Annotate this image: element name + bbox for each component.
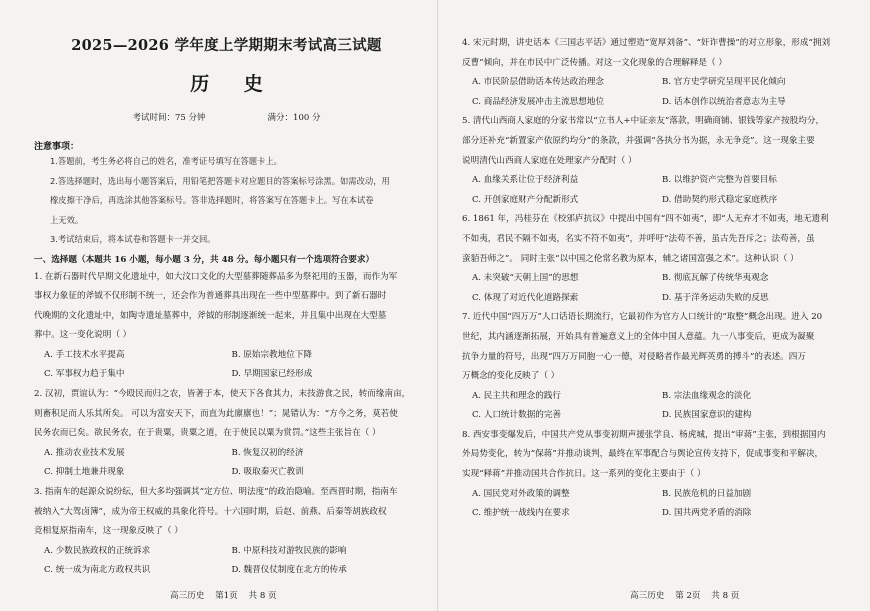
question-stem-line: 民务农而已矣。欲民务农，在于贵粟，贵粟之道，在于使民以粟为赏罚。”这些主张旨在（ ） [34,428,381,439]
question [462,210,852,308]
answer-option: B. 民族危机的日益加剧 [662,488,752,499]
answer-option: C. 开创家庭财产分配新形式 [472,194,579,205]
question-list [462,34,852,524]
question-stem-line: 万概念的变化反映了（ ） [462,371,560,382]
option-grid [462,73,852,112]
question [462,34,852,112]
footer-page: 第1页 [215,591,238,601]
right-page [440,0,870,611]
answer-option: A. 血缘关系让位于经济利益 [472,175,579,186]
notice-line: 2.答选择题时，选出每小题答案后，用铅笔把答题卡对应题目的答案标号涂黑。如需改动，用 [50,175,390,186]
answer-option: C. 商品经济发展冲击主流思想地位 [472,96,605,107]
answer-option: D. 国共两党矛盾的消除 [662,508,752,519]
question-stem-line: 竞相复原指南车，这一现象反映了（ ） [34,526,183,537]
notice-line: 橡皮擦干净后，再选涂其他答案标号。答非选择题时，将答案写在答题卡上。写在本试卷 [50,195,374,205]
answer-option: D. 借助契约形式稳定家庭秩序 [662,194,778,205]
notice-line: 1.答题前，考生务必将自己的姓名，准考证号填写在答题卡上。 [50,156,282,166]
option-grid [462,269,852,308]
question-stem-line: 被纳入“大驾卤簿”，成为帝王权威的具象化符号。十六国时期，后赵、前燕、后秦等胡族政权 [34,506,387,517]
question-stem-line: 葬中。这一变化说明（ ） [34,330,132,341]
answer-option: A. 国民党对外政策的调整 [472,488,570,499]
notice-heading: 注意事项： [34,142,80,152]
question-stem-line: 2. 汉初，贾谊认为：“今殴民而归之农，皆著于本，使天下各食其力，末技游食之民，转而缘南亩， [34,389,411,400]
answer-option: B. 宗法血缘观念的淡化 [662,390,752,401]
question-stem-line: 则畜积足而人乐其所矣。 可以为富安天下，而直为此廪廪也！”；晁错认为：“方今之务，莫若使 [34,408,398,419]
question [34,385,419,483]
footer-subject: 高三历史 [170,591,205,601]
footer-total: 共 8 页 [248,591,277,601]
option-grid [462,387,852,426]
option-grid [462,171,852,210]
question [462,112,852,210]
question [462,426,852,524]
exam-time: 考试时间：75 分钟 [132,113,206,123]
answer-option: A. 市民阶层借助话本传达政治理念 [472,77,604,88]
question-stem-line: 部分还补充“新置家产依原约均分”的条款，并强调“各执分书为据，永无争竞”。这一现象主要 [462,135,815,146]
answer-option: B. 原始宗教地位下降 [231,349,313,360]
section-heading: 一、选择题（本题共 16 小题，每小题 3 分，共 48 分。每小题只有一个选项符合要求） [34,254,375,265]
answer-option: C. 人口统计数据的完善 [472,410,562,421]
notice-list [34,152,419,250]
option-grid [34,542,419,581]
question-stem-line: 5. 清代山西商人家庭的分家书常以“立书人+中证亲友”落款，明确商铺、银钱等家产按股均分， [462,116,825,127]
answer-option: C. 统一成为南北方政权共识 [44,565,151,576]
answer-option: D. 吸取秦灭亡教训 [231,467,304,478]
question [462,308,852,426]
page-footer [170,589,285,601]
answer-option: C. 抑制土地兼并现象 [44,467,125,478]
question-stem-line: 8. 西安事变爆发后，中国共产党从事变初期声援张学良、杨虎城，提出“审蒋”主张，到根据国内 [462,429,826,440]
question-stem-line: 3. 指南车的起源众说纷纭，但大多均强调其“定方位、明法度”的政治隐喻。至西晋时期，指南车 [34,487,398,498]
notice-line: 上无效。 [50,214,84,225]
question-stem-line: 世纪，其内涵逐渐拓展，开始具有普遍意义上的全体中国人意蕴。九一八事变后，更成为凝聚 [462,331,815,342]
answer-option: C. 体现了对近代化道路探索 [472,292,579,303]
page-divider [437,0,438,611]
answer-option: D. 话本创作以统治者意志为主导 [662,96,786,107]
answer-option: D. 民族国家意识的建构 [662,410,752,421]
answer-option: B. 恢复汉初的经济 [231,447,304,458]
answer-option: D. 早期国家已经形成 [231,369,313,380]
option-grid [34,346,419,385]
question-stem-line: 事权力象征的斧钺不仅形制不统一，还会作为普通葬具出现在一些中型墓葬中。到了新石器时 [34,291,387,302]
page-footer [630,589,747,601]
question [34,268,419,386]
answer-option: B. 官方史学研究呈现平民化倾向 [662,77,786,88]
question-stem-line: 6. 1861 年，冯桂芬在《校邠庐抗议》中提出中国有“四不如夷”，即“人无弃才不如夷，地无遗利 [462,214,829,225]
option-grid [462,485,852,524]
exam-meta [34,111,419,123]
notice-line: 3.考试结束后，将本试卷和答题卡一并交回。 [50,234,216,244]
question-stem-line: 说明清代山西商人家庭在处理家产分配时（ ） [462,155,637,166]
footer-page: 第 2页 [675,591,701,601]
question-stem-line: 1. 在新石器时代早期文化遗址中，如大汶口文化的大型墓葬随葬品多为祭祀用的玉器，而作为军 [34,271,398,282]
footer-total: 共 8 页 [711,591,740,601]
question-stem-line: 实现“释蒋”并推动国共合作抗日。这一系列的变化主要由于（ ） [462,469,706,480]
answer-option: A. 推动农业技术发展 [44,447,125,458]
answer-option: B. 中原科技对游牧民族的影响 [231,545,347,556]
answer-option: B. 以维护资产完整为首要目标 [662,175,777,186]
footer-subject: 高三历史 [630,591,665,601]
question-stem-line: 不如夷，君民不隔不如夷，名实不符不如夷”，并呼吁“法苟不善，虽古先吾斥之；法苟善，虽 [462,233,815,244]
question-stem-line: 7. 近代中国“四万万”人口话语长期流行，它最初作为官方人口统计的“取整”概念出现。进入 20 [462,312,823,323]
answer-option: C. 维护统一战线内在要求 [472,508,570,519]
question-list [34,268,419,582]
question-stem-line: 代晚期的文化遗址中，如陶寺遗址墓葬中，斧钺的形制逐渐统一起来，并且集中出现在大型墓 [34,310,387,321]
question-stem-line: 抗争力量的符号，出现“四万万同胞一心一德，对侵略者作最光辉英勇的搏斗”的表述。四万 [462,351,806,362]
answer-option: A. 民主共和理念的践行 [472,390,562,401]
answer-option: A. 未突破“天朝上国”的思想 [472,273,579,284]
option-grid [34,444,419,483]
exam-title: 2025—2026 学年度上学期期末考试高三试题 [71,37,382,54]
answer-option: D. 基于洋务运动失败的反思 [662,292,769,303]
question-stem-line: 反曹”倾向，并在市民中广泛传播。对这一文化现象的合理解释是（ ） [462,57,727,68]
question-stem-line: 外局势变化，转为“保蒋”并推动谈判，最终在军事配合与舆论宣传支持下，促成事变和平解决， [462,449,824,460]
question [34,483,419,581]
question-stem-line: 蛮貊吾师之”。 同时主张“以中国之伦常名教为原本，辅之诸国富强之术”。这种认识（ ） [462,253,799,264]
answer-option: D. 魏晋仪仗制度在北方的传承 [231,565,347,576]
exam-score: 满分：100 分 [267,113,321,123]
answer-option: A. 手工技术水平提高 [44,349,125,360]
answer-option: A. 少数民族政权的正统诉求 [44,545,151,556]
answer-option: C. 军事权力趋于集中 [44,369,125,380]
subject-title: 历 史 [190,73,277,95]
question-stem-line: 4. 宋元时期，讲史话本《三国志平话》通过塑造“宽厚刘备”、“奸诈曹操”的对立形象，形成“拥刘 [462,38,831,48]
answer-option: B. 彻底瓦解了传统华夷观念 [662,273,769,284]
